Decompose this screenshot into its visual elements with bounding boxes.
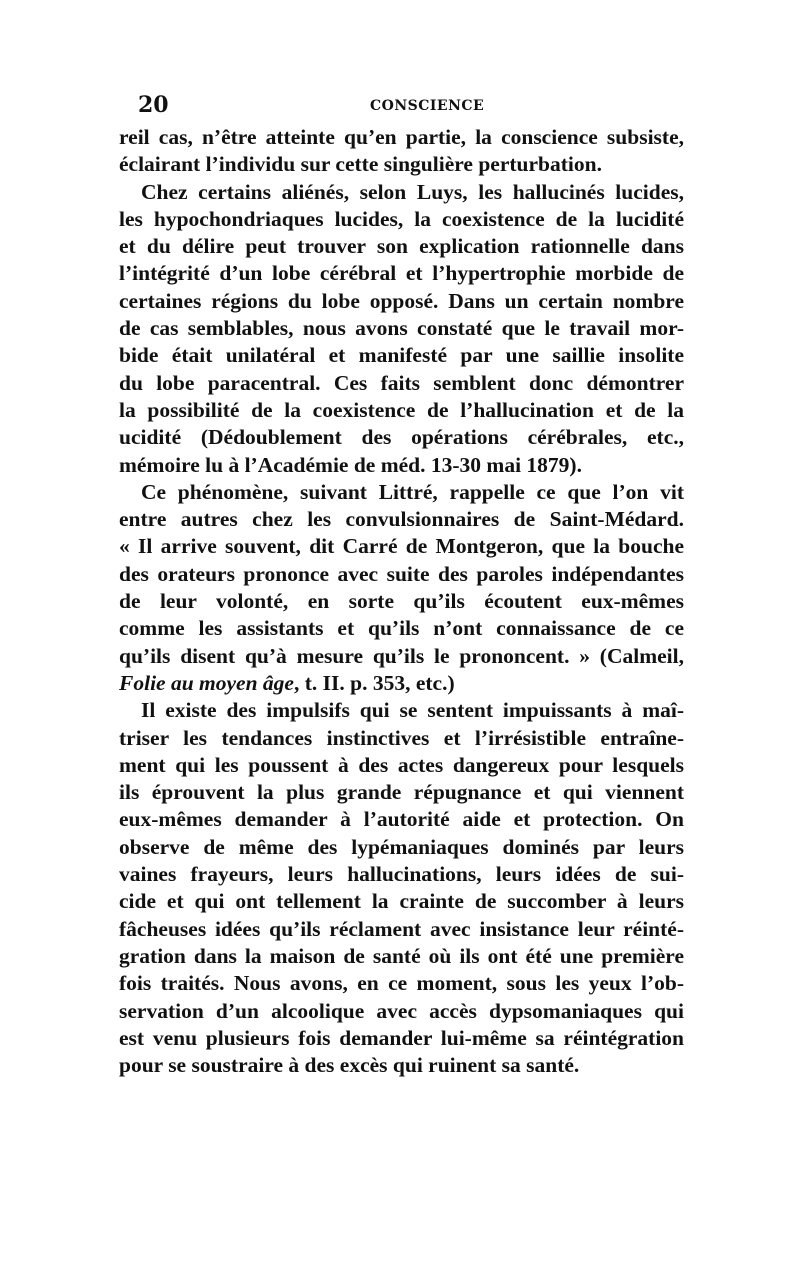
body-text bbox=[119, 124, 684, 1079]
text-line: l’intégrité d’un lobe cérébral et l’hypertrophie morbide de bbox=[119, 261, 684, 286]
text-line: éclairant l’individu sur cette singulière perturbation. bbox=[119, 152, 602, 177]
page-header bbox=[138, 92, 678, 122]
text-line: Ce phénomène, suivant Littré, rappelle ce que l’on vit bbox=[141, 479, 684, 504]
text-line: eux-mêmes demander à l’autorité aide et protection. On bbox=[119, 807, 684, 832]
text-line: cide et qui ont tellement la crainte de succomber à leurs bbox=[119, 889, 684, 914]
text-line: pour se soustraire à des excès qui ruinent sa santé. bbox=[119, 1053, 580, 1078]
text-line: triser les tendances instinctives et l’irrésistible entraîne- bbox=[119, 725, 684, 750]
text-line: est venu plusieurs fois demander lui-même sa réintégration bbox=[119, 1025, 684, 1050]
text-line: entre autres chez les convulsionnaires de Saint-Médard. bbox=[119, 507, 684, 532]
text-line: fois traités. Nous avons, en ce moment, sous les yeux l’ob- bbox=[119, 971, 684, 996]
text-line: Chez certains aliénés, selon Luys, les hallucinés lucides, bbox=[141, 179, 684, 204]
text-line: reil cas, n’être atteinte qu’en partie, la conscience subsiste, bbox=[119, 125, 684, 149]
text-line: bide était unilatéral et manifesté par une saillie insolite bbox=[119, 343, 684, 368]
page-number: 20 bbox=[138, 92, 169, 118]
text-line: observe de même des lypémaniaques dominés par leurs bbox=[119, 834, 684, 859]
text-line: vaines frayeurs, leurs hallucinations, leurs idées de sui- bbox=[119, 862, 684, 887]
text-line: ucidité (Dédoublement des opérations cérébrales, etc., bbox=[119, 425, 684, 450]
text-line: les hypochondriaques lucides, la coexistence de la lucidité bbox=[119, 206, 684, 231]
text-line: fâcheuses idées qu’ils réclament avec insistance leur réinté- bbox=[119, 916, 684, 941]
text-line: la possibilité de la coexistence de l’hallucination et de la bbox=[119, 397, 684, 422]
text-line: et du délire peut trouver son explication rationnelle dans bbox=[119, 234, 684, 259]
citation-line bbox=[119, 670, 684, 697]
text-line: qu’ils disent qu’à mesure qu’ils le prononcent. » (Calmeil, bbox=[119, 643, 684, 668]
text-line: servation d’un alcoolique avec accès dypsomaniaques qui bbox=[119, 998, 684, 1023]
text-line: ils éprouvent la plus grande répugnance et qui viennent bbox=[119, 780, 684, 805]
text-line: certaines régions du lobe opposé. Dans un certain nombre bbox=[119, 288, 684, 313]
text-line: du lobe paracentral. Ces faits semblent donc démontrer bbox=[119, 370, 684, 395]
text-line: mémoire lu à l’Académie de méd. 13-30 mai 1879). bbox=[119, 452, 582, 477]
text-line: ment qui les poussent à des actes dangereux pour lesquels bbox=[119, 752, 684, 777]
text-line: des orateurs prononce avec suite des paroles indépendantes bbox=[119, 561, 684, 586]
text-line: de leur volonté, en sorte qu’ils écoutent eux-mêmes bbox=[119, 589, 684, 614]
citation-reference: , t. II. p. 353, etc.) bbox=[293, 670, 455, 695]
text-line: gration dans la maison de santé où ils ont été une première bbox=[119, 943, 684, 968]
text-line: de cas semblables, nous avons constaté que le travail mor- bbox=[119, 316, 684, 341]
text-line: Il existe des impulsifs qui se sentent impuissants à maî- bbox=[141, 698, 684, 723]
text-line: comme les assistants et qu’ils n’ont connaissance de ce bbox=[119, 616, 684, 641]
running-head: CONSCIENCE bbox=[370, 98, 485, 114]
citation-title: Folie au moyen âge bbox=[119, 670, 294, 695]
text-line: « Il arrive souvent, dit Carré de Montgeron, que la bouche bbox=[119, 534, 684, 559]
